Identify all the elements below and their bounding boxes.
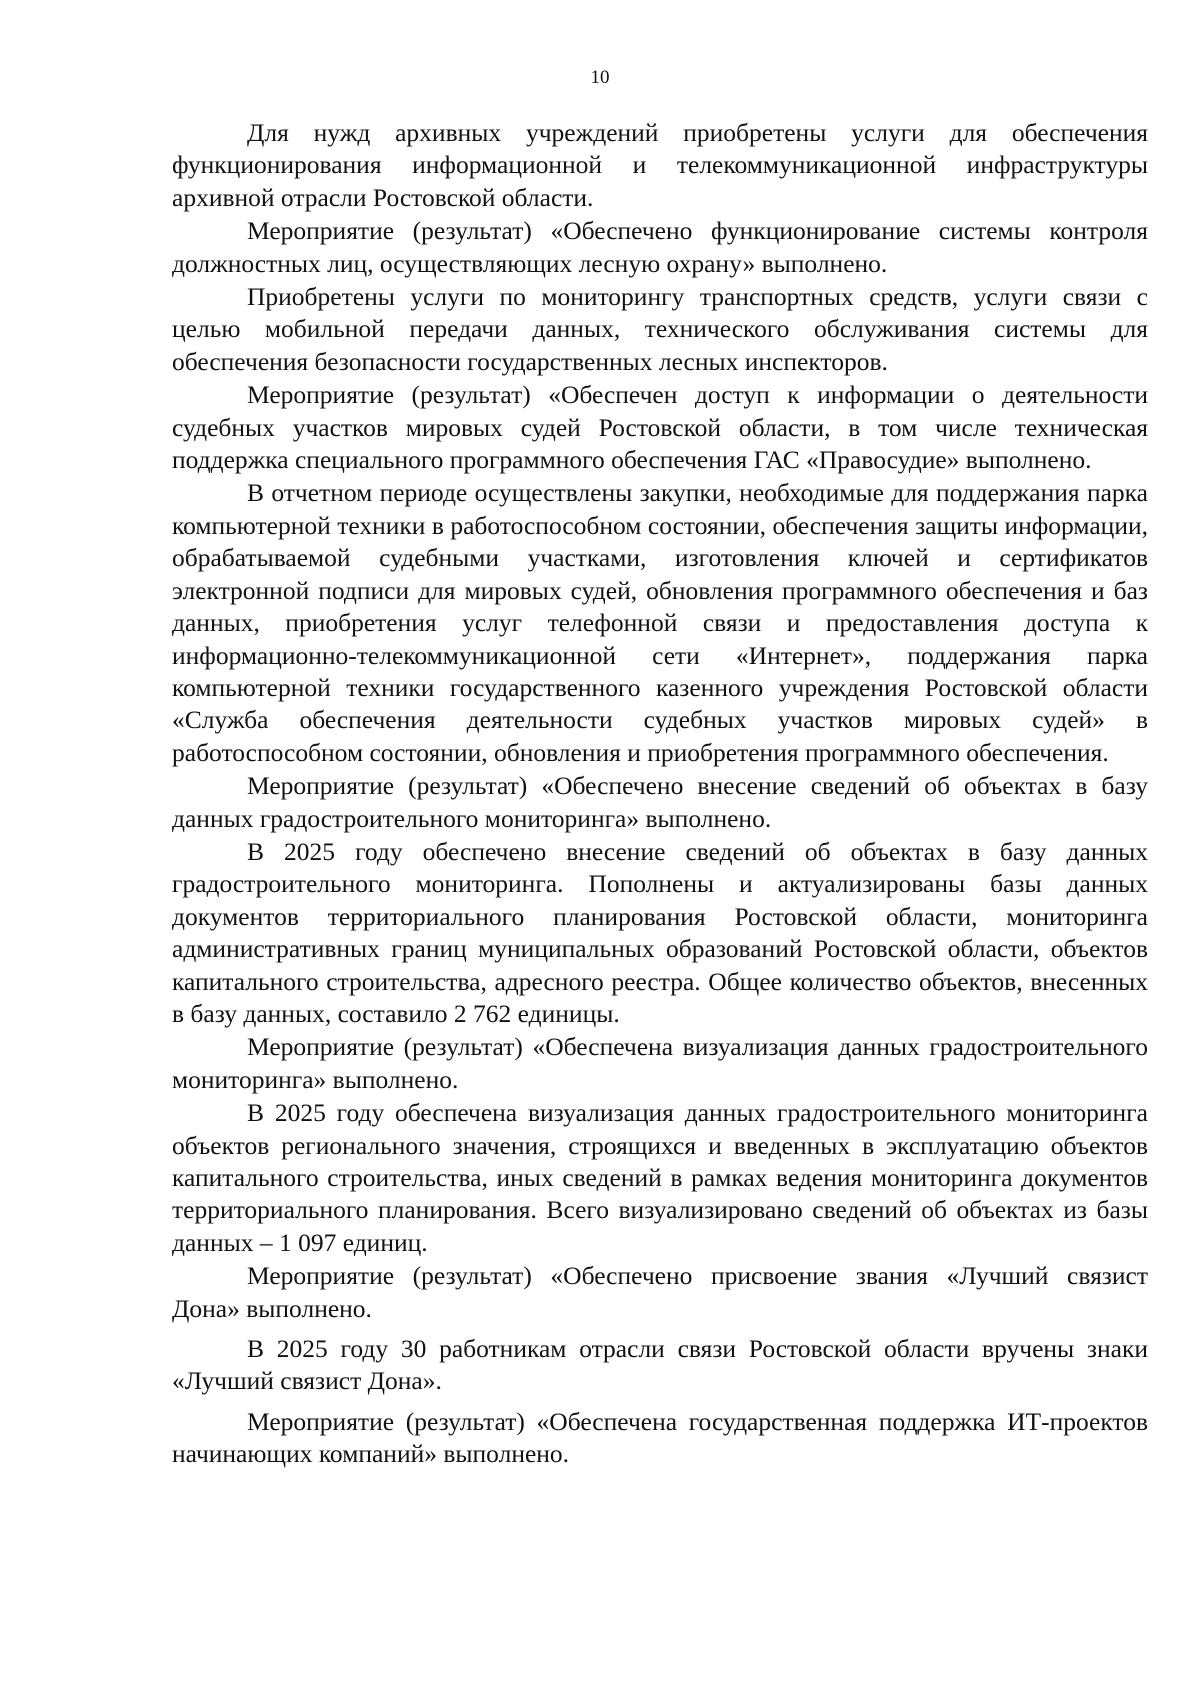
paragraph-urban-db-measure: Мероприятие (результат) «Обеспечено внесение сведений об объектах в базу данных градостроительного мониторинга» выполнено.: [172, 771, 1148, 833]
paragraph-best-signalman-measure: Мероприятие (результат) «Обеспечено присвоение звания «Лучший связист Дона» выполнено.: [172, 1261, 1148, 1323]
paragraph-it-support-measure: Мероприятие (результат) «Обеспечена государственная поддержка ИТ-проектов начинающих компаний» выполнено.: [172, 1406, 1148, 1469]
paragraph-forest-control-measure: Мероприятие (результат) «Обеспечено функционирование системы контроля должностных лиц, осуществляющих лесную охрану» выполнено.: [172, 216, 1148, 278]
paragraph-vehicle-monitoring: Приобретены услуги по мониторингу транспортных средств, услуги связи с целью мобильной передачи данных, технического обслуживания системы для обеспечения безопасности государственных лесных инспекторов.: [172, 282, 1148, 376]
page-number: 10: [590, 67, 610, 88]
paragraph-archive-services: Для нужд архивных учреждений приобретены услуги для обеспечения функционирования информационной и телекоммуникационной инфраструктуры архивной отрасли Ростовской области.: [172, 118, 1148, 212]
paragraph-visualization-measure: Мероприятие (результат) «Обеспечена визуализация данных градостроительного мониторинга» выполнено.: [172, 1032, 1148, 1094]
paragraph-best-signalman-result: В 2025 году 30 работникам отрасли связи Ростовской области вручены знаки «Лучший связист Дона».: [172, 1334, 1148, 1396]
paragraph-urban-db-result: В 2025 году обеспечено внесение сведений об объектах в базу данных градостроительного мониторинга. Пополнены и актуализированы базы данных документов территориального планирования Ростовской области, мониторинга административных границ муниципальных образований Ростовской области, объектов капитального строительства, адресного реестра. Общее количество объектов, внесенных в базу данных, составило 2 762 единицы.: [172, 836, 1148, 1028]
document-body: [172, 117, 1148, 1479]
paragraph-procurement: В отчетном периоде осуществлены закупки, необходимые для поддержания парка компьютерной техники в работоспособном состоянии, обеспечения защиты информации, обрабатываемой судебными участками, изготовления ключей и сертификатов электронной подписи для мировых судей, обновления программного обеспечения и баз данных, приобретения услуг телефонной связи и предоставления доступа к информационно-телекоммуникационной сети «Интернет», поддержания парка компьютерной техники государственного казенного учреждения Ростовской области «Служба обеспечения деятельности судебных участков мировых судей» в работоспособном состоянии, обновления и приобретения программного обеспечения.: [172, 478, 1148, 767]
paragraph-visualization-result: В 2025 году обеспечена визуализация данных градостроительного мониторинга объектов регионального значения, строящихся и введенных в эксплуатацию объектов капитального строительства, иных сведений в рамках ведения мониторинга документов территориального планирования. Всего визуализировано сведений об объектах из базы данных – 1 097 единиц.: [172, 1098, 1148, 1257]
paragraph-court-info-measure: Мероприятие (результат) «Обеспечен доступ к информации о деятельности судебных участков мировых судей Ростовской области, в том числе техническая поддержка специального программного обеспечения ГАС «Правосудие» выполнено.: [172, 380, 1148, 475]
